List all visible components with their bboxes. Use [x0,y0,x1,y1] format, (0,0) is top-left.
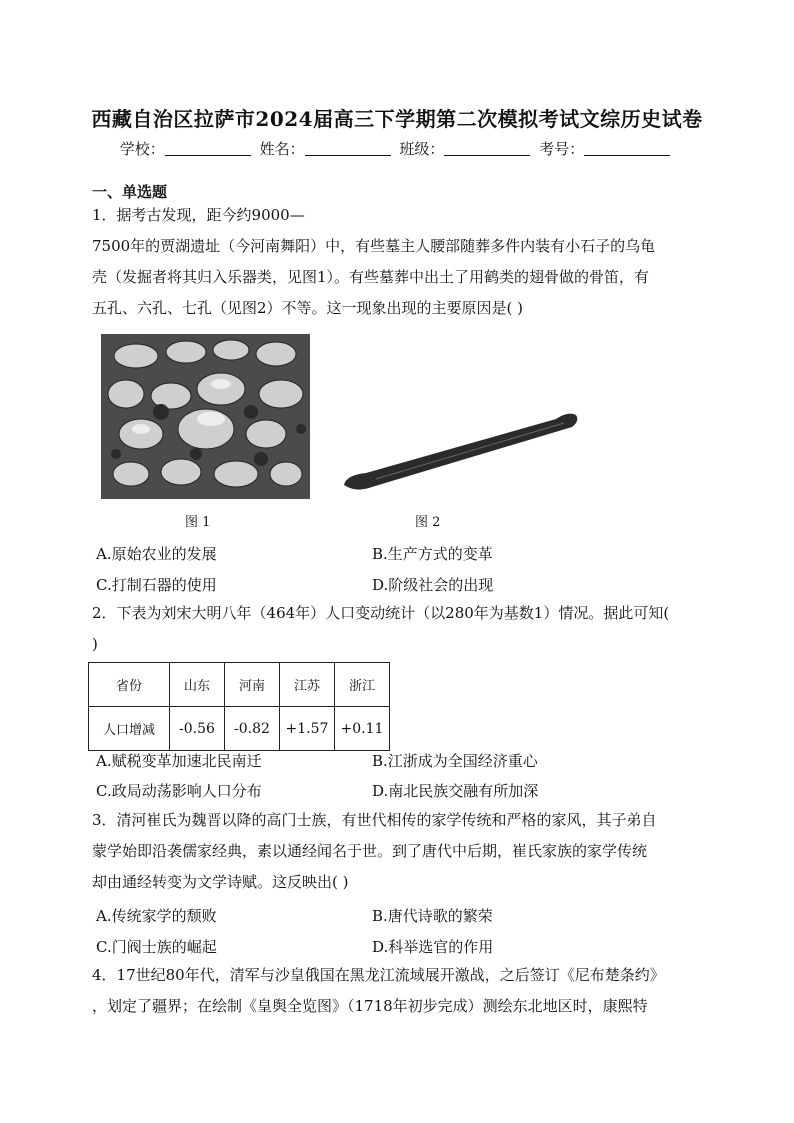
table-header-cell: 江苏 [280,663,335,707]
table-header-cell: 浙江 [335,663,390,707]
q1-option-a[interactable]: A.原始农业的发展 [96,545,217,563]
q4-line-2: ，划定了疆界；在绘制《皇舆全览图》（1718年初步完成）测绘东北地区时，康熙特 [92,997,648,1015]
q1-option-c[interactable]: C.打制石器的使用 [96,576,217,594]
figure-2-bone-flute [336,405,582,493]
exam-title: 西藏自治区拉萨市2024届高三下学期第二次模拟考试文综历史试卷 [91,107,703,131]
number-label: 考号： [539,140,585,158]
q4-line-1: 4．17世纪80年代，清军与沙皇俄国在黑龙江流域展开激战，之后签订《尼布楚条约》 [92,966,665,984]
q3-option-b[interactable]: B.唐代诗歌的繁荣 [372,907,493,925]
table-header-cell: 省份 [89,663,170,707]
q3-line-3: 却由通经转变为文学诗赋。这反映出( ) [92,873,349,891]
q2-option-a[interactable]: A.赋税变革加速北民南迁 [96,752,262,770]
q2-option-b[interactable]: B.江浙成为全国经济重心 [372,752,538,770]
number-blank[interactable] [584,141,670,156]
student-info-line [0,138,794,159]
table-cell: -0.82 [225,707,280,751]
table-cell: +0.11 [335,707,390,751]
figure-1-turtle-shells [101,334,310,499]
population-table [88,662,390,751]
table-cell: +1.57 [280,707,335,751]
q1-line-3: 壳（发掘者将其归入乐器类，见图1）。有些墓葬中出土了用鹤类的翅骨做的骨笛，有 [92,268,650,286]
q3-option-c[interactable]: C.门阀士族的崛起 [96,938,217,956]
table-header-cell: 河南 [225,663,280,707]
section-heading: 一、单选题 [92,183,168,201]
q3-option-d[interactable]: D.科举选官的作用 [372,938,494,956]
name-label: 姓名： [259,140,305,158]
q3-line-2: 蒙学始即沿袭儒家经典，素以通经闻名于世。到了唐代中后期，崔氏家族的家学传统 [92,842,648,860]
q2-option-c[interactable]: C.政局动荡影响人口分布 [96,782,262,800]
figure-2-caption: 图 2 [415,515,441,530]
q1-line-4: 五孔、六孔、七孔（见图2）不等。这一现象出现的主要原因是( ) [92,299,524,317]
q1-line-1: 1．据考古发现，距今约9000— [92,206,305,224]
table-row [89,707,390,751]
class-label: 班级： [399,140,445,158]
q1-line-2: 7500年的贾湖遗址（今河南舞阳）中，有些墓主人腰部随葬多件内装有小石子的乌龟 [92,237,656,255]
q3-line-1: 3．清河崔氏为魏晋以降的高门士族，有世代相传的家学传统和严格的家风，其子弟自 [92,811,657,829]
q2-line-2: ) [92,635,98,653]
q2-option-d[interactable]: D.南北民族交融有所加深 [372,782,539,800]
school-label: 学校： [119,140,165,158]
name-blank[interactable] [305,141,391,156]
q2-line-1: 2．下表为刘宋大明八年（464年）人口变动统计（以280年为基数1）情况。据此可知( [92,604,670,622]
table-cell: 人口增减 [89,707,170,751]
q1-option-d[interactable]: D.阶级社会的出现 [372,576,494,594]
q3-option-a[interactable]: A.传统家学的颓败 [96,907,217,925]
table-header-row [89,663,390,707]
class-blank[interactable] [444,141,530,156]
figure-1-caption: 图 1 [185,515,211,530]
school-blank[interactable] [165,141,251,156]
table-header-cell: 山东 [170,663,225,707]
q1-option-b[interactable]: B.生产方式的变革 [372,545,493,563]
table-cell: -0.56 [170,707,225,751]
